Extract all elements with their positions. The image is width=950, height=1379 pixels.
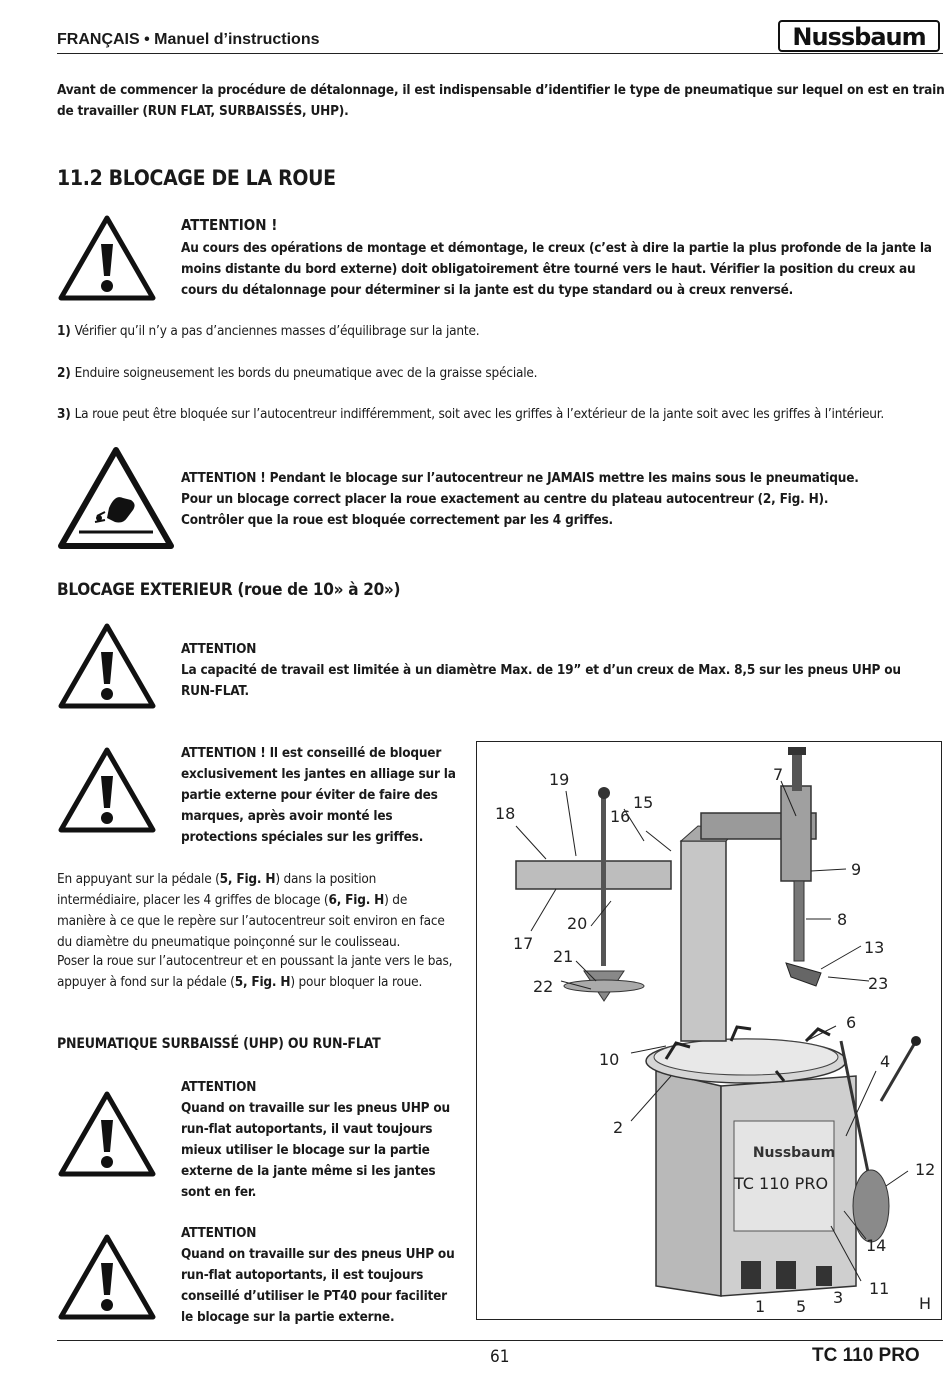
callout-13: 13 [864, 938, 885, 957]
callout-15: 15 [633, 793, 654, 812]
subsection-title-exterior: BLOCAGE EXTERIEUR (roue de 10» à 20») [57, 580, 401, 600]
callout-18: 18 [495, 804, 516, 823]
tyre-changer-illustration [476, 741, 942, 1320]
svg-text:Nussbaum: Nussbaum [792, 23, 926, 51]
page-number: 61 [490, 1347, 510, 1367]
step-1: 1) Vérifier qu’il n’y a pas d’anciennes masses d’équilibrage sur la jante. [57, 323, 480, 339]
nussbaum-logo [778, 20, 940, 52]
warning2-line1: ATTENTION ! Pendant le blocage sur l’autocentreur ne JAMAIS mettre les mains sous le pneumatique. [181, 470, 859, 486]
callout-9: 9 [851, 860, 862, 879]
warning5-text: Quand on travaille sur les pneus UHP ou run-flat autoportants, il vaut toujours mieux utiliser le blocage sur la partie externe de la jante même si les jantes sont en fer. [181, 1100, 450, 1200]
intro-paragraph: Avant de commencer la procédure de détalonnage, il est indispensable d’identifier le type de pneumatique sur lequel on est en train de travailler (RUN FLAT, SURBAISSÉS, UHP). [57, 82, 945, 119]
callout-22: 22 [533, 977, 554, 996]
callout-3: 3 [833, 1288, 844, 1307]
step-3: 3) La roue peut être bloquée sur l’autocentreur indifféremment, soit avec les griffes à l’extérieur de la jante soit avec les griffes à l’intérieur. [57, 406, 885, 422]
callout-19: 19 [549, 770, 570, 789]
warning-triangle-icon [57, 746, 157, 834]
callout-5: 5 [796, 1297, 807, 1316]
warning5-title: ATTENTION [181, 1079, 257, 1095]
callout-16: 16 [610, 807, 631, 826]
svg-text:TC 110 PRO: TC 110 PRO [733, 1174, 829, 1193]
callout-2: 2 [613, 1118, 624, 1137]
warning6-text: Quand on travaille sur des pneus UHP ou run-flat autoportants, il est toujours conseillé d’utiliser le PT40 pour faciliter le blocage sur la partie externe. [181, 1246, 455, 1325]
hand-crush-warning-icon [57, 446, 175, 550]
header-title: FRANÇAIS • Manuel d’instructions [57, 31, 320, 48]
warning4-text: ATTENTION ! Il est conseillé de bloquer exclusivement les jantes en alliage sur la partie externe pour éviter de faire des marques, après avoir monté les protections spéciales sur les griffes. [181, 745, 456, 845]
subsection-title-uhp: PNEUMATIQUE SURBAISSÉ (UHP) OU RUN-FLAT [57, 1036, 381, 1052]
paragraph-lock-wheel: Poser la roue sur l’autocentreur et en poussant la jante vers le bas, appuyer à fond sur la pédale (5, Fig. H) pour bloquer la roue. [57, 953, 453, 990]
section-title: 11.2 BLOCAGE DE LA ROUE [57, 166, 336, 190]
callout-11: 11 [869, 1279, 890, 1298]
callout-20: 20 [567, 914, 588, 933]
warning3-title: ATTENTION [181, 641, 257, 657]
warning-triangle-icon [57, 214, 157, 302]
svg-text:Nussbaum: Nussbaum [752, 1145, 836, 1161]
warning-triangle-icon [57, 1233, 157, 1321]
callout-14: 14 [866, 1236, 887, 1255]
warning2-line2: Pour un blocage correct placer la roue exactement au centre du plateau autocentreur (2, Fig. H). [181, 491, 829, 507]
callout-1: 1 [755, 1297, 766, 1316]
callout-6: 6 [846, 1013, 857, 1032]
footer-model: TC 110 PRO [812, 1345, 920, 1366]
warning-triangle-icon [57, 1090, 157, 1178]
callout-7: 7 [773, 765, 784, 784]
callout-8: 8 [837, 910, 848, 929]
callout-23: 23 [868, 974, 889, 993]
paragraph-pedal-position: En appuyant sur la pédale (5, Fig. H) dans la position intermédiaire, placer les 4 griffes de blocage (6, Fig. H) de manière à ce que le repère sur l’autocentreur soit environ en face du diamètre du pneumatique poinçonné sur le coulisseau. [57, 871, 445, 950]
warning1-text: Au cours des opérations de montage et démontage, le creux (c’est à dire la partie la plus profonde de la jante la moins distante du bord externe) doit obligatoirement être tourné vers le haut. Vérifier la position du creux au cours du détalonnage pour déterminer si la jante est du type standard ou à creux renversé. [181, 240, 932, 298]
footer-rule [57, 1340, 943, 1341]
callout-10: 10 [599, 1050, 620, 1069]
figure-label: H [919, 1294, 932, 1313]
step-2: 2) Enduire soigneusement les bords du pneumatique avec de la graisse spéciale. [57, 365, 538, 381]
warning1-title: ATTENTION ! [181, 216, 278, 234]
callout-21: 21 [553, 947, 574, 966]
warning3-text: La capacité de travail est limitée à un diamètre Max. de 19” et d’un creux de Max. 8,5 sur les pneus UHP ou RUN-FLAT. [181, 662, 901, 699]
callout-12: 12 [915, 1160, 936, 1179]
header-rule [57, 53, 943, 54]
warning-triangle-icon [57, 622, 157, 710]
callout-17: 17 [513, 934, 534, 953]
warning2-line3: Contrôler que la roue est bloquée correctement par les 4 griffes. [181, 512, 613, 528]
callout-4: 4 [880, 1052, 891, 1071]
warning6-title: ATTENTION [181, 1225, 257, 1241]
